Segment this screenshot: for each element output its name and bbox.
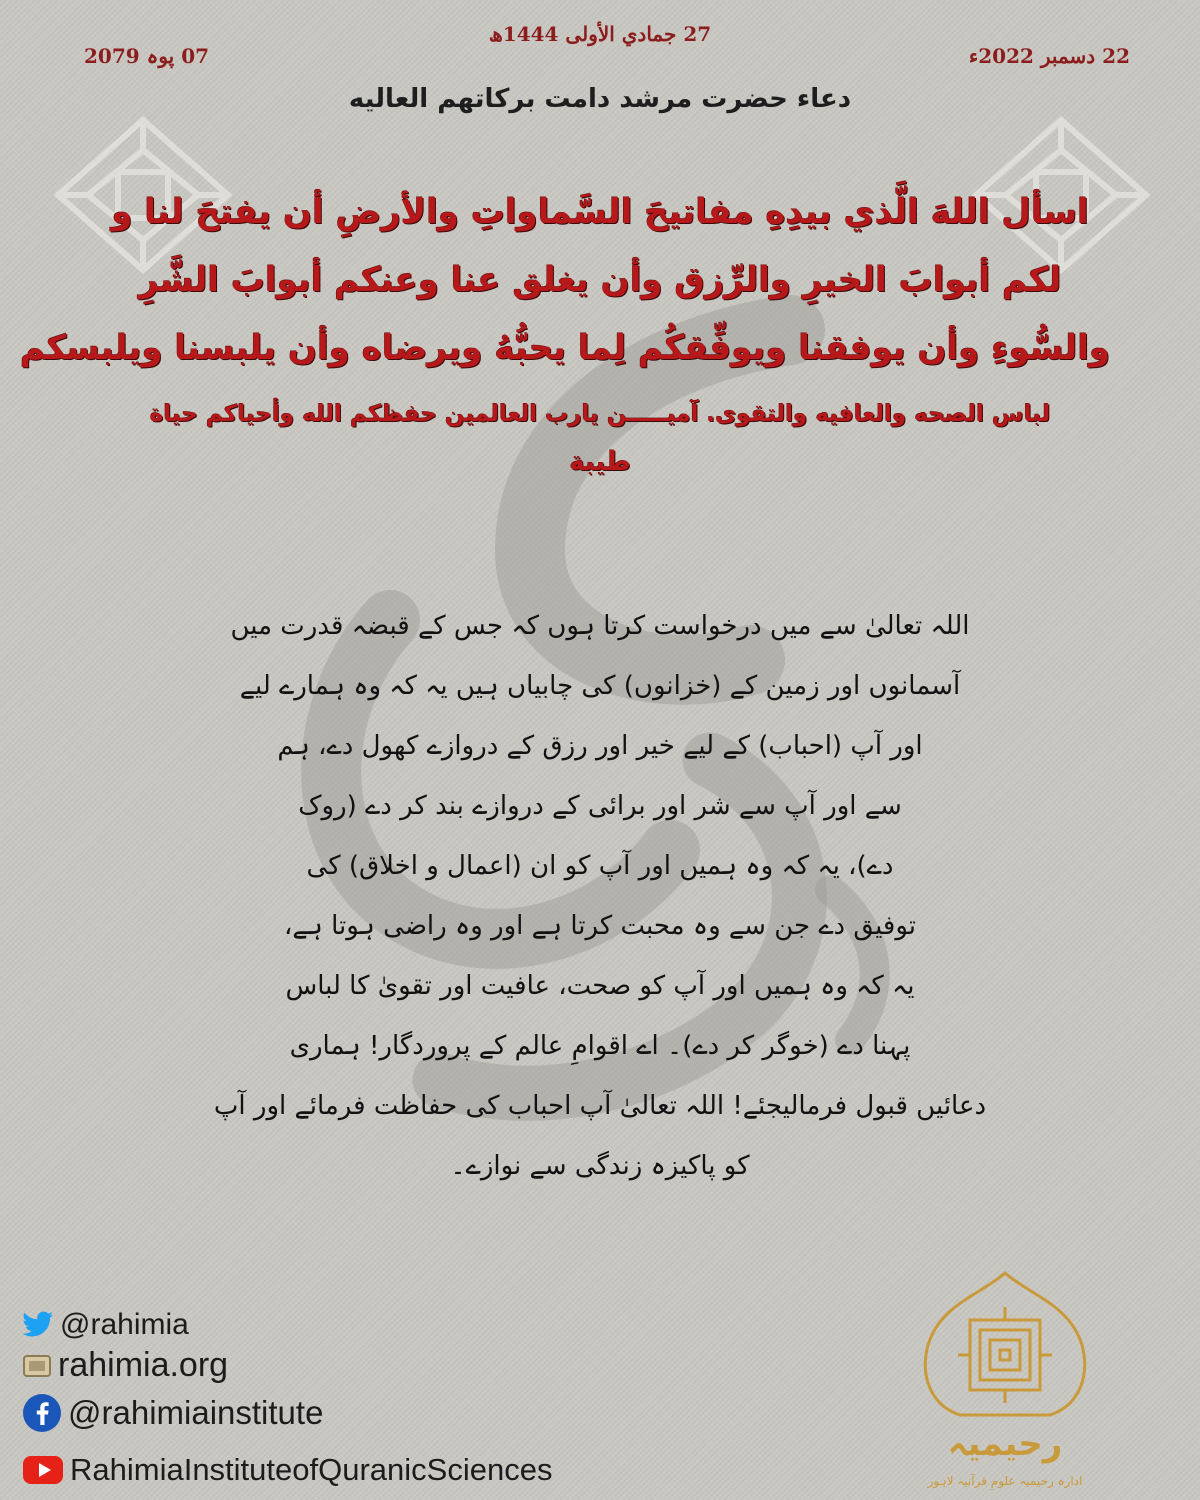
arabic-dua: [19, 178, 1110, 482]
bikrami-date: 07 پوہ 2079: [84, 44, 210, 68]
youtube-channel[interactable]: [22, 1452, 552, 1488]
website-link[interactable]: [22, 1346, 228, 1385]
website-text: rahimia.org: [58, 1346, 229, 1384]
globe-icon: [22, 1353, 52, 1379]
dua-line: لباس الصحه والعافيه والتقوی. آمیـــــن یارب العالمین حفظکم الله وأحیاکم حیاة: [149, 401, 1051, 427]
facebook-handle[interactable]: [22, 1393, 323, 1433]
youtube-channel-text: RahimiaInstituteofQuranicSciences: [70, 1452, 553, 1487]
twitter-handle-text: @rahimia: [60, 1308, 189, 1341]
dua-line: لكم أبوابَ الخيرِ والرِّزق وأن يغلق عنا وعنكم أبوابَ الشَّرِ: [138, 260, 1062, 300]
urdu-translation: [150, 596, 1050, 1196]
logo-text: رحیمیہ: [947, 1424, 1063, 1464]
twitter-handle[interactable]: [22, 1308, 189, 1342]
dua-line: والسُّوءِ وأن يوفقنا ويوفِّقكُم لِما يحبُّهُ ويرضاه وأن يلبسنا ويلبسكم: [19, 328, 1110, 368]
translation-line: آسمانوں اور زمین کے (خزانوں) کی چابیاں ہیں یہ کہ وہ ہمارے لیے: [239, 671, 961, 701]
page-title: دعاء حضرت مرشد دامت برکاتھم العالیه: [348, 84, 852, 114]
dua-line: اسأل اللهَ الَّذي بيدِهِ مفاتيحَ السَّماواتِ والأرضِ أن يفتحَ لنا و: [111, 192, 1089, 232]
translation-line: پہنا دے (خوگر کر دے)۔ اے اقوامِ عالم کے پروردگار! ہماری: [289, 1031, 911, 1061]
hijri-date: 27 جمادي الأولى 1444ھ: [488, 22, 712, 46]
translation-line: کو پاکیزہ زندگی سے نوازے۔: [450, 1151, 750, 1181]
gregorian-date: 22 دسمبر 2022ء: [968, 44, 1130, 68]
facebook-icon: [22, 1393, 62, 1433]
translation-line: اور آپ (احباب) کے لیے خیر اور رزق کے دروازے کھول دے، ہم: [277, 731, 923, 761]
translation-line: توفیق دے جن سے وہ محبت کرتا ہے اور وہ راضی ہوتا ہے،: [283, 911, 917, 941]
logo-subtext: ادارہ رحیمیہ علومِ قرآنیہ لاہور: [927, 1474, 1083, 1488]
translation-line: اللہ تعالیٰ سے میں درخواست کرتا ہوں کہ جس کے قبضہ قدرت میں: [230, 611, 970, 641]
translation-line: یہ کہ وہ ہمیں اور آپ کو صحت، عافیت اور تقویٰ کا لباس: [285, 971, 915, 1001]
logo-emblem: [900, 1265, 1110, 1495]
translation-line: سے اور آپ سے شر اور برائی کے دروازے بند کر دے (روک: [298, 791, 902, 821]
translation-line: دعائیں قبول فرمالیجئے! اللہ تعالیٰ آپ احباب کی حفاظت فرمائے اور آپ: [213, 1091, 987, 1121]
youtube-icon: [22, 1455, 64, 1485]
dua-line: طيبة: [569, 447, 631, 477]
rahimia-logo: [900, 1265, 1110, 1495]
twitter-icon: [22, 1311, 54, 1339]
translation-line: دے)، یہ کہ وہ ہمیں اور آپ کو ان (اعمال و اخلاق) کی: [306, 851, 894, 881]
facebook-handle-text: @rahimiainstitute: [68, 1394, 324, 1431]
